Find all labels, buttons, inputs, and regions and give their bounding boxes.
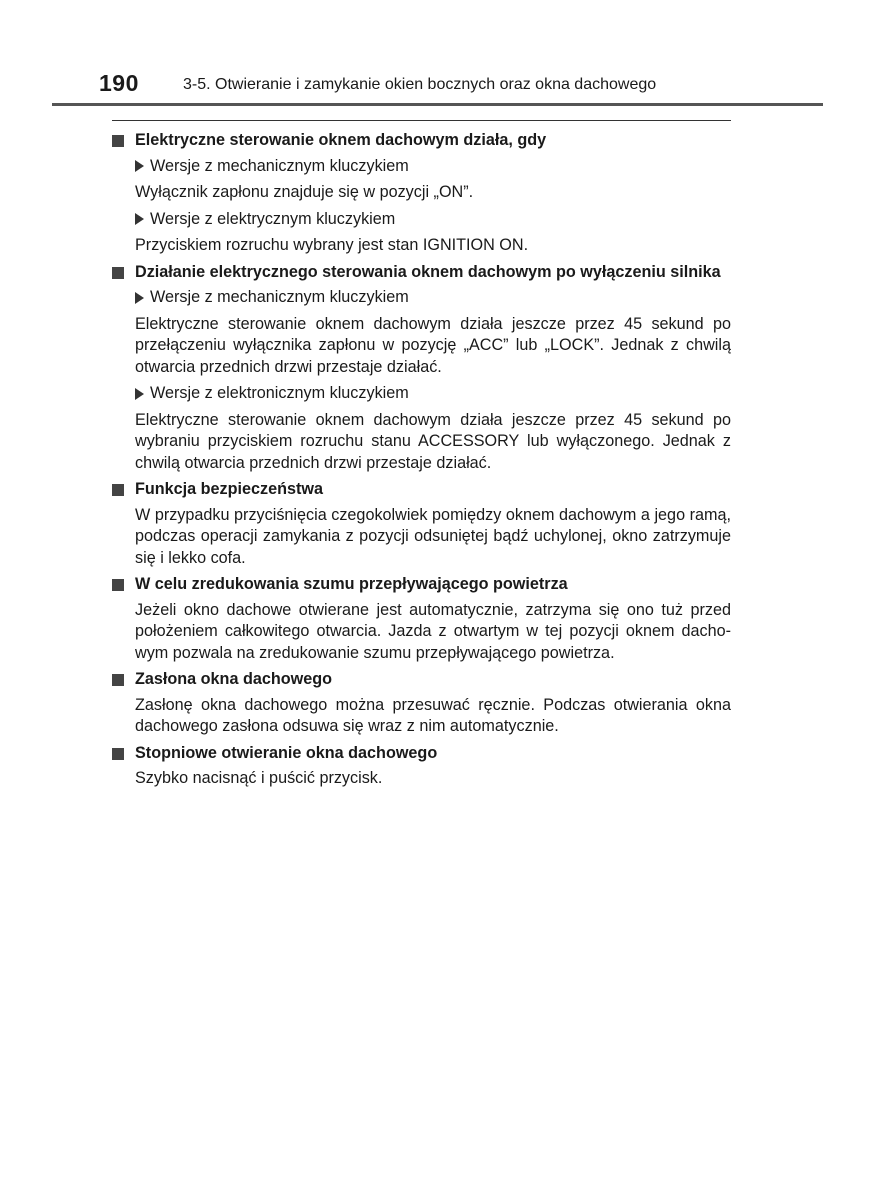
section-heading-text: Stopniowe otwieranie okna dachowego <box>135 743 438 762</box>
square-bullet-icon <box>112 484 124 496</box>
section-heading-text: Zasłona okna dachowego <box>135 670 332 688</box>
triangle-bullet-icon <box>135 388 144 400</box>
square-bullet-icon <box>112 579 124 591</box>
section-heading <box>112 262 731 284</box>
section-heading <box>112 743 731 765</box>
square-bullet-icon <box>112 267 124 279</box>
page-content <box>112 126 731 795</box>
section-sunshade <box>112 669 731 738</box>
header-divider <box>52 103 823 106</box>
section-heading-text: Funkcja bezpieczeństwa <box>135 480 324 498</box>
section-heading <box>112 669 731 691</box>
variant-text: Wersje z mechanicznym kluczykiem <box>150 156 409 175</box>
page-header <box>0 0 877 110</box>
page-number: 190 <box>99 70 139 96</box>
section-heading-text: Elektryczne sterowanie oknem dachowym działa, gdy <box>135 131 547 149</box>
section-heading <box>112 130 731 152</box>
paragraph: Wyłącznik zapłonu znajduje się w pozycji „ON”. <box>135 183 474 201</box>
section-after-engine-off <box>112 262 731 475</box>
list-item <box>112 383 731 474</box>
square-bullet-icon <box>112 674 124 686</box>
list-item <box>112 287 731 378</box>
section-power-conditions <box>112 130 731 257</box>
list-item <box>112 768 731 790</box>
section-heading-text: W celu zredukowania szumu przepływającego powietrza <box>135 575 568 593</box>
list-item <box>112 209 731 257</box>
variant-label <box>135 156 731 178</box>
triangle-bullet-icon <box>135 160 144 172</box>
paragraph: Jeżeli okno dachowe otwierane jest automatycznie, zatrzyma się ono tuż przed położeniem całkowitego otwarcia. Jazda z otwartym w tej pozycji oknem dacho-wym pozwala na zredukowanie szumu przepływającego powietrza. <box>135 600 731 662</box>
variant-text: Wersje z elektronicznym kluczykiem <box>150 384 409 402</box>
triangle-bullet-icon <box>135 213 144 225</box>
paragraph: W przypadku przyciśnięcia czegokolwiek pomiędzy oknem dachowym a jego ramą, podczas operacji zamykania z pozycji odsuniętej bądź uchylonej, okno zatrzymuje się i lekko cofa. <box>135 505 731 567</box>
list-item <box>112 505 731 570</box>
section-wind-noise <box>112 574 731 664</box>
paragraph: Szybko nacisnąć i puścić przycisk. <box>135 769 383 787</box>
triangle-bullet-icon <box>135 292 144 304</box>
section-heading <box>112 574 731 596</box>
paragraph: Przyciskiem rozruchu wybrany jest stan IGNITION ON. <box>135 236 529 254</box>
paragraph: Zasłonę okna dachowego można przesuwać ręcznie. Podczas otwierania okna dachowego zasłona odsuwa się wraz z nim automatycznie. <box>135 695 731 735</box>
list-item <box>112 156 731 204</box>
paragraph: Elektryczne sterowanie oknem dachowym działa jeszcze przez 45 sekund po wybraniu przyciskiem rozruchu stanu ACCESSORY lub wyłączonego. Jednak z chwilą otwarcia przednich drzwi przestaje działać. <box>135 410 731 472</box>
paragraph: Elektryczne sterowanie oknem dachowym działa jeszcze przez 45 sekund po przełączeniu wyłącznika zapłonu w pozycję „ACC” lub „LOCK”. Jednak z chwilą otwarcia przednich drzwi przestaje działać. <box>135 314 731 376</box>
section-safety-function <box>112 479 731 569</box>
variant-label <box>135 209 731 231</box>
section-step-opening <box>112 743 731 790</box>
chapter-title: 3-5. Otwieranie i zamykanie okien bocznych oraz okna dachowego <box>183 76 657 93</box>
content-divider <box>112 120 731 121</box>
variant-label <box>135 383 731 405</box>
section-heading-text: Działanie elektrycznego sterowania oknem dachowym po wyłączeniu silnika <box>135 262 721 281</box>
list-item <box>112 600 731 665</box>
variant-text: Wersje z elektrycznym kluczykiem <box>150 209 396 228</box>
section-heading <box>112 479 731 501</box>
variant-label <box>135 287 731 309</box>
square-bullet-icon <box>112 135 124 147</box>
square-bullet-icon <box>112 748 124 760</box>
list-item <box>112 695 731 738</box>
variant-text: Wersje z mechanicznym kluczykiem <box>150 288 409 306</box>
